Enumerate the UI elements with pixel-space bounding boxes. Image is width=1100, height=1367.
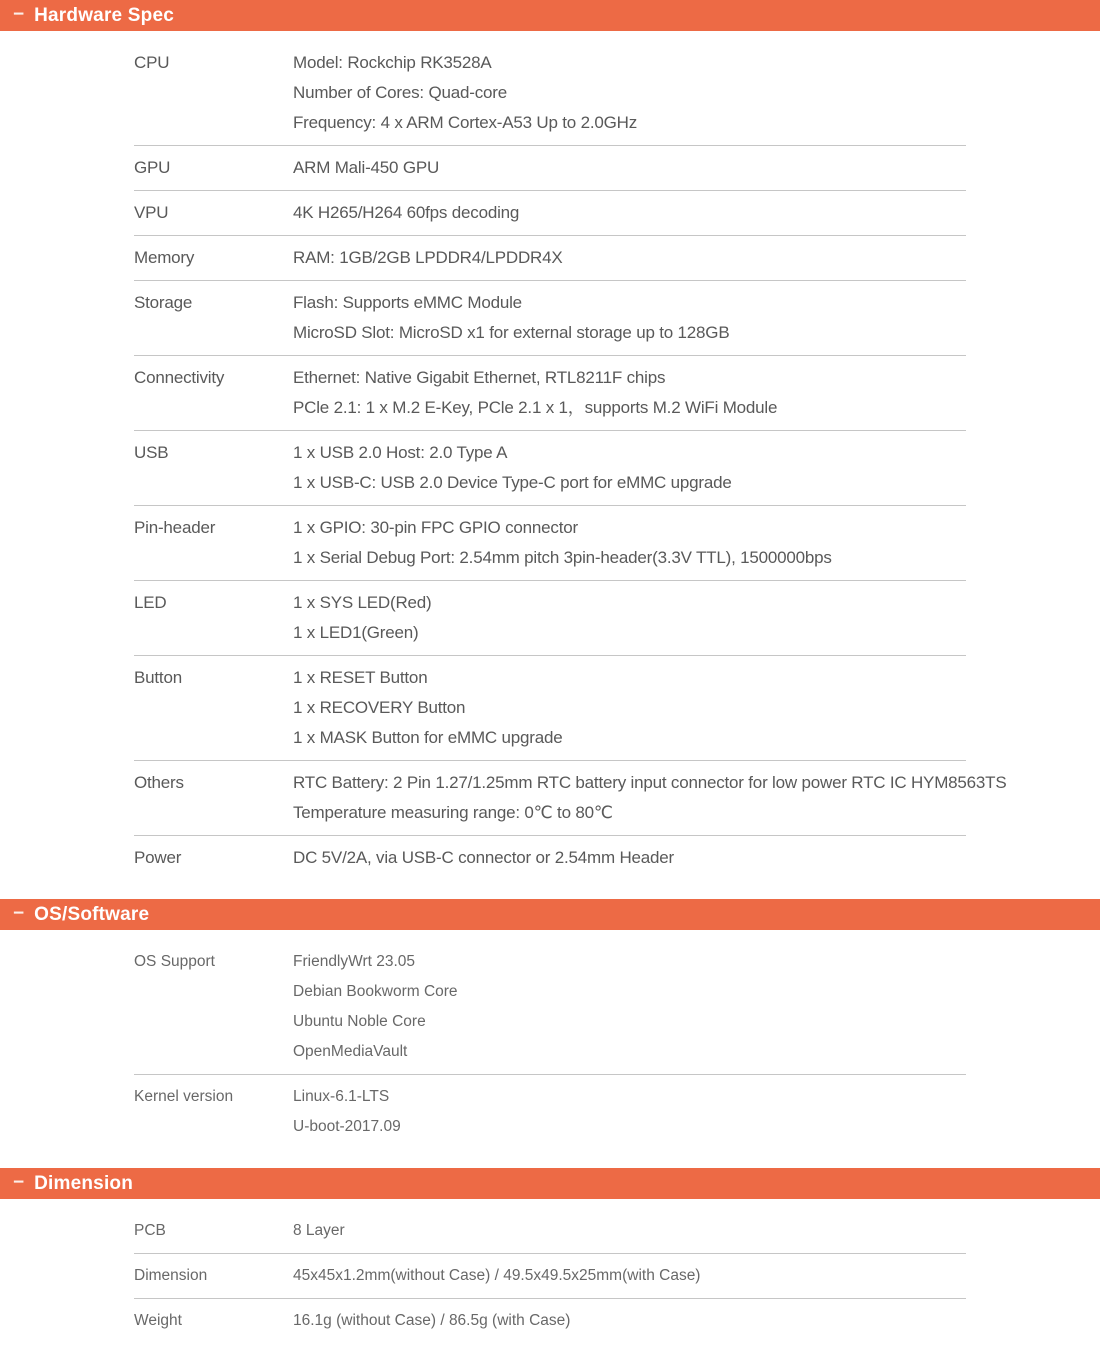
spec-section-os-software	[0, 899, 1100, 1149]
spec-section-dimension	[0, 1168, 1100, 1343]
spec-value	[293, 588, 966, 648]
spec-value-line: Model: Rockchip RK3528A	[293, 53, 492, 72]
spec-value	[293, 768, 1007, 828]
spec-value	[293, 1216, 966, 1246]
spec-value	[293, 363, 966, 423]
spec-label: Power	[134, 848, 182, 867]
spec-value-line: RTC Battery: 2 Pin 1.27/1.25mm RTC battery input connector for low power RTC IC HYM8563TS	[293, 773, 1007, 792]
spec-label: Storage	[134, 293, 193, 312]
spec-value	[293, 438, 966, 498]
spec-label: CPU	[134, 53, 170, 72]
collapse-minus-icon[interactable]: −	[13, 903, 25, 924]
spec-value	[293, 198, 966, 228]
table-row-gpu	[134, 146, 966, 191]
collapse-minus-icon[interactable]: −	[13, 1172, 25, 1193]
spec-value	[293, 513, 966, 573]
table-row-others	[134, 761, 1007, 836]
spec-value-line: DC 5V/2A, via USB-C connector or 2.54mm Header	[293, 848, 675, 867]
table-row-dimension	[134, 1254, 966, 1299]
spec-label: Memory	[134, 248, 195, 267]
spec-value-line: 1 x RECOVERY Button	[293, 698, 466, 717]
spec-label: VPU	[134, 203, 169, 222]
spec-value-line: Debian Bookworm Core	[293, 983, 458, 1000]
spec-value-line: 1 x GPIO: 30-pin FPC GPIO connector	[293, 518, 578, 537]
spec-value-line: Flash: Supports eMMC Module	[293, 293, 522, 312]
section-title: OS/Software	[34, 903, 150, 925]
spec-value-line: 1 x USB 2.0 Host: 2.0 Type A	[293, 443, 508, 462]
section-title: Hardware Spec	[34, 4, 174, 26]
table-row-weight	[134, 1299, 966, 1343]
spec-label: Others	[134, 773, 184, 792]
spec-value	[293, 48, 966, 138]
spec-label: OS Support	[134, 953, 215, 970]
spec-value-line: MicroSD Slot: MicroSD x1 for external storage up to 128GB	[293, 323, 730, 342]
section-header-hardware-spec[interactable]	[0, 0, 1100, 31]
spec-value-line: Ubuntu Noble Core	[293, 1013, 426, 1030]
spec-value-line: PCle 2.1: 1 x M.2 E-Key, PCle 2.1 x 1，supports M.2 WiFi Module	[293, 398, 778, 417]
table-row-pin-header	[134, 506, 966, 581]
spec-value	[293, 843, 966, 873]
spec-value-line: OpenMediaVault	[293, 1043, 408, 1060]
spec-value-line: 1 x Serial Debug Port: 2.54mm pitch 3pin-header(3.3V TTL), 1500000bps	[293, 548, 832, 567]
section-header-os-software[interactable]	[0, 899, 1100, 930]
spec-value	[293, 1082, 966, 1142]
section-title: Dimension	[34, 1172, 134, 1194]
table-row-memory	[134, 236, 966, 281]
spec-value	[293, 947, 966, 1067]
spec-label: Button	[134, 668, 182, 687]
spec-value-line: FriendlyWrt 23.05	[293, 953, 416, 970]
table-row-kernel-version	[134, 1075, 966, 1149]
spec-value	[293, 663, 966, 753]
spec-label: GPU	[134, 158, 171, 177]
spec-value-line: 1 x SYS LED(Red)	[293, 593, 432, 612]
table-row-led	[134, 581, 966, 656]
spec-value	[293, 243, 966, 273]
spec-value-line: 16.1g (without Case) / 86.5g (with Case)	[293, 1312, 571, 1329]
spec-label: Pin-header	[134, 518, 216, 537]
table-row-button	[134, 656, 966, 761]
table-row-power	[134, 836, 966, 880]
section-body	[134, 940, 966, 1149]
spec-label: USB	[134, 443, 169, 462]
spec-value-line: 1 x LED1(Green)	[293, 623, 419, 642]
spec-value-line: Temperature measuring range: 0℃ to 80℃	[293, 803, 613, 822]
spec-value-line: 1 x RESET Button	[293, 668, 428, 687]
spec-value-line: 1 x MASK Button for eMMC upgrade	[293, 728, 563, 747]
spec-value-line: ARM Mali-450 GPU	[293, 158, 440, 177]
section-header-dimension[interactable]	[0, 1168, 1100, 1199]
spec-label: LED	[134, 593, 167, 612]
spec-value-line: 8 Layer	[293, 1222, 345, 1239]
table-row-cpu	[134, 41, 966, 146]
spec-value	[293, 153, 966, 183]
spec-value-line: Ethernet: Native Gigabit Ethernet, RTL8211F chips	[293, 368, 666, 387]
spec-value-line: 45x45x1.2mm(without Case) / 49.5x49.5x25mm(with Case)	[293, 1267, 701, 1284]
table-row-vpu	[134, 191, 966, 236]
spec-label: Dimension	[134, 1267, 208, 1284]
spec-value-line: RAM: 1GB/2GB LPDDR4/LPDDR4X	[293, 248, 563, 267]
table-row-usb	[134, 431, 966, 506]
spec-value	[293, 1306, 966, 1336]
spec-value-line: 1 x USB-C: USB 2.0 Device Type-C port for eMMC upgrade	[293, 473, 732, 492]
spec-value-line: U-boot-2017.09	[293, 1118, 401, 1135]
table-row-connectivity	[134, 356, 966, 431]
table-row-storage	[134, 281, 966, 356]
section-body	[134, 1209, 966, 1343]
spec-value-line: 4K H265/H264 60fps decoding	[293, 203, 520, 222]
spec-value	[293, 1261, 966, 1291]
spec-value-line: Frequency: 4 x ARM Cortex-A53 Up to 2.0GHz	[293, 113, 638, 132]
collapse-minus-icon[interactable]: −	[13, 4, 25, 25]
spec-label: Weight	[134, 1312, 182, 1329]
spec-value	[293, 288, 966, 348]
table-row-pcb	[134, 1209, 966, 1254]
table-row-os-support	[134, 940, 966, 1075]
spec-value-line: Linux-6.1-LTS	[293, 1088, 390, 1105]
spec-value-line: Number of Cores: Quad-core	[293, 83, 507, 102]
spec-label: Kernel version	[134, 1088, 234, 1105]
spec-label: Connectivity	[134, 368, 225, 387]
spec-label: PCB	[134, 1222, 166, 1239]
section-body	[134, 41, 1007, 880]
